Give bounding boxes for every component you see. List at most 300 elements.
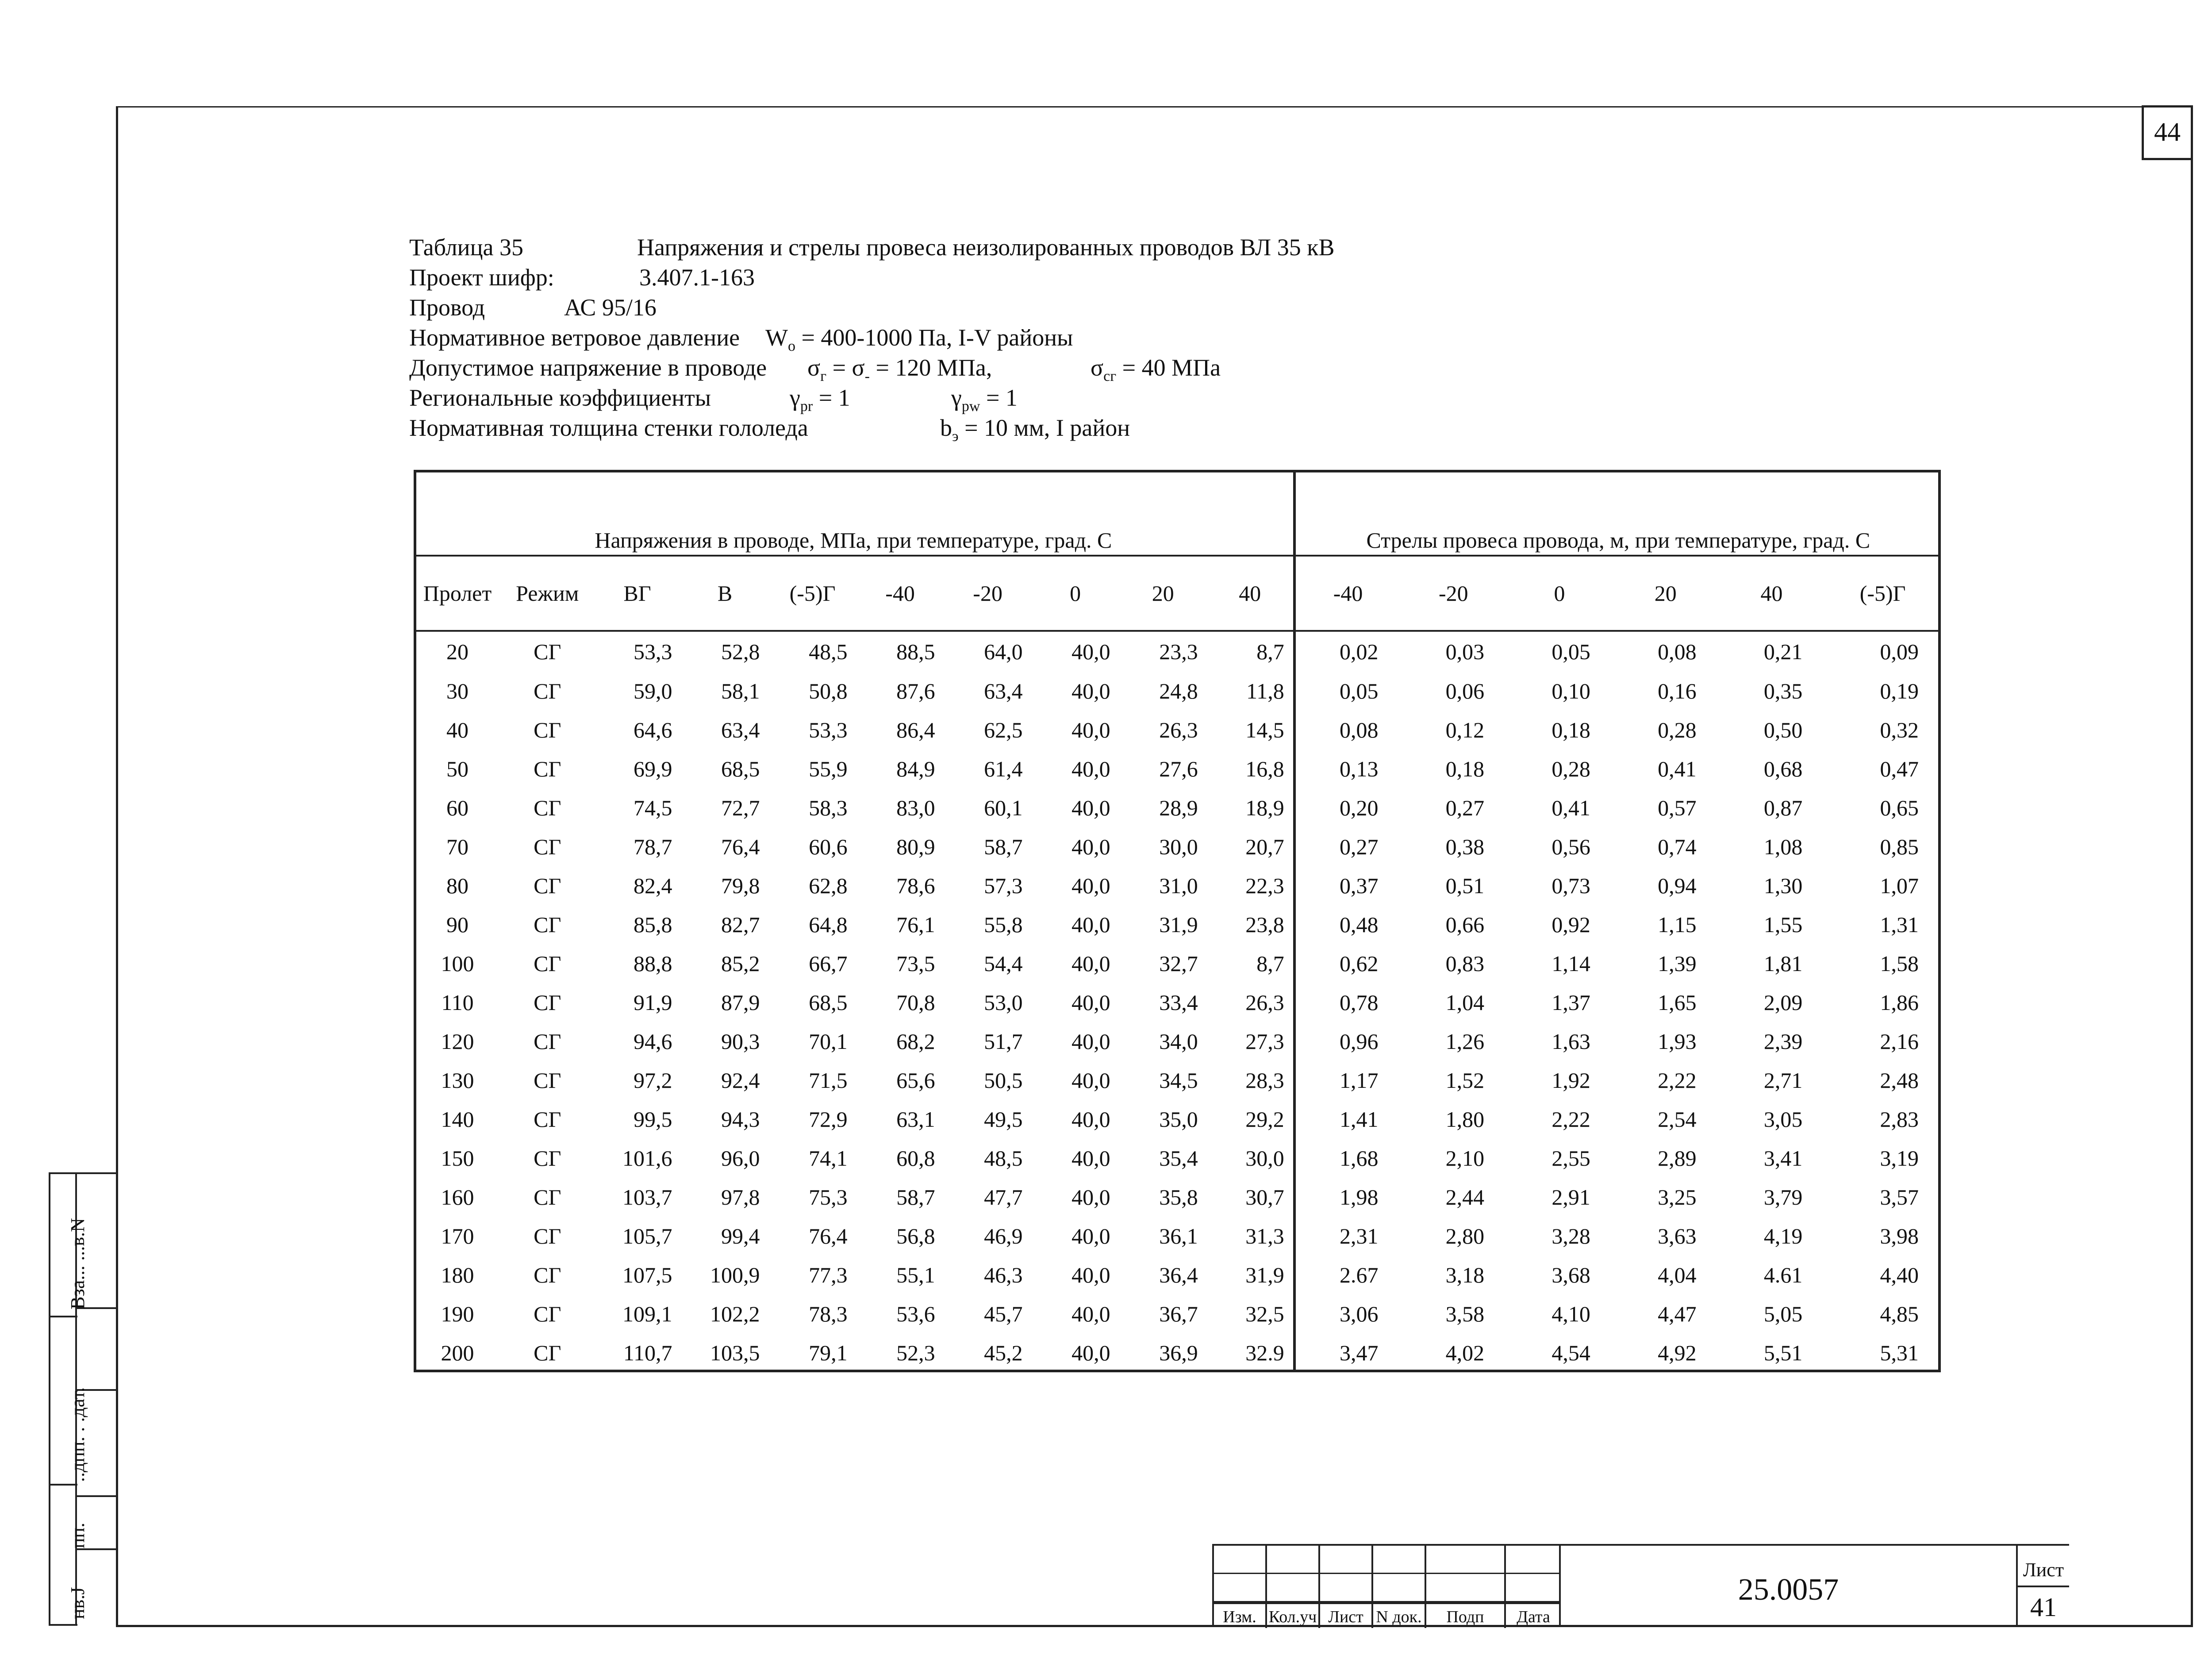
table-cell: 63,4 — [984, 678, 1023, 703]
table-cell: 0,20 — [1339, 795, 1379, 820]
table-cell: 1,30 — [1763, 873, 1803, 898]
table-cell: 85,8 — [634, 912, 672, 937]
table-cell: 79,1 — [809, 1340, 848, 1365]
table-cell: 1,04 — [1445, 990, 1485, 1015]
table-cell: 20,7 — [1207, 827, 1294, 866]
table-cell: 71,5 — [809, 1067, 848, 1093]
table-cell: 1,08 — [1763, 834, 1803, 859]
table-cell: СГ — [534, 1145, 561, 1171]
table-cell: 130 — [441, 1067, 474, 1093]
table-cell: 51,7 — [984, 1029, 1023, 1054]
table-cell: 4,10 — [1551, 1301, 1590, 1326]
table-cell: 40,0 — [1071, 1145, 1110, 1171]
table-cell: СГ — [534, 990, 561, 1015]
table-cell: 32,7 — [1159, 951, 1198, 976]
revision-cell — [1267, 1546, 1320, 1574]
table-cell: 0,13 — [1339, 756, 1379, 781]
table-cell: 79,8 — [721, 873, 760, 898]
table-cell: 0,94 — [1658, 873, 1697, 898]
table-cell: СГ — [534, 756, 561, 781]
table-cell: 0,66 — [1445, 912, 1485, 937]
table-cell: 103,5 — [710, 1340, 760, 1365]
table-cell: СГ — [534, 1340, 561, 1365]
table-cell: 91,9 — [634, 990, 672, 1015]
revision-cell — [1214, 1574, 1267, 1602]
table-cell: 85,2 — [721, 951, 760, 976]
table-row — [414, 1333, 1941, 1372]
table-title: Напряжения и стрелы провеса неизолированных проводов ВЛ 35 кВ — [637, 234, 1335, 261]
table-cell: 0,35 — [1763, 678, 1803, 703]
table-cell: 5,05 — [1763, 1301, 1803, 1326]
table-cell: 0,68 — [1763, 756, 1803, 781]
region-label: Региональные коэффициенты — [409, 384, 711, 411]
revision-cell — [1214, 1546, 1267, 1574]
region-coef-1: $\gamma_{pr} = 1$ — [790, 384, 850, 415]
column-header: 0 — [1032, 556, 1119, 631]
region-coef-2: $\gamma_{pw} = 1$ — [951, 384, 1018, 415]
table-cell: 1,37 — [1551, 990, 1590, 1015]
table-cell: 2,44 — [1445, 1184, 1485, 1209]
table-cell: 35,0 — [1159, 1106, 1198, 1132]
table-cell: 50,8 — [809, 678, 848, 703]
table-cell: 50,5 — [984, 1067, 1023, 1093]
table-cell: 34,0 — [1159, 1029, 1198, 1054]
table-cell: 70,8 — [896, 990, 935, 1015]
table-cell: 2,55 — [1551, 1145, 1590, 1171]
table-cell: 1,92 — [1551, 1067, 1590, 1093]
wind-label: Нормативное ветровое давление — [409, 324, 740, 351]
table-cell: 82,7 — [721, 912, 760, 937]
revision-cell — [1320, 1574, 1373, 1602]
table-row — [414, 788, 1941, 827]
table-cell: 0,10 — [1551, 678, 1590, 703]
column-header: В — [681, 556, 769, 631]
table-cell: 55,1 — [896, 1262, 935, 1287]
table-cell: 24,8 — [1159, 678, 1198, 703]
table-cell: 1,98 — [1339, 1184, 1379, 1209]
table-cell: 26,3 — [1207, 983, 1294, 1022]
column-header: 0 — [1506, 556, 1613, 631]
table-cell: 1,93 — [1658, 1029, 1697, 1054]
table-cell: 62,5 — [984, 717, 1023, 742]
table-cell: 2,89 — [1658, 1145, 1697, 1171]
table-cell: 48,5 — [984, 1145, 1023, 1171]
table-cell: 40,0 — [1071, 990, 1110, 1015]
table-row — [414, 866, 1941, 905]
table-cell: 40,0 — [1071, 1106, 1110, 1132]
column-header: Пролет — [414, 556, 501, 631]
table-cell: 27,6 — [1159, 756, 1198, 781]
table-cell: 53,6 — [896, 1301, 935, 1326]
table-cell: 99,4 — [721, 1223, 760, 1248]
table-row — [414, 631, 1941, 672]
revision-cell — [1426, 1546, 1506, 1574]
table-cell: 0,16 — [1658, 678, 1697, 703]
table-cell: 40,0 — [1071, 912, 1110, 937]
table-cell: 76,4 — [721, 834, 760, 859]
table-cell: 70,1 — [809, 1029, 848, 1054]
table-cell: 34,5 — [1159, 1067, 1198, 1093]
table-cell: 36,9 — [1159, 1340, 1198, 1365]
table-cell: 0,78 — [1339, 990, 1379, 1015]
table-cell: 31,0 — [1159, 873, 1198, 898]
table-cell: 45,7 — [984, 1301, 1023, 1326]
table-cell: 0,62 — [1339, 951, 1379, 976]
table-cell: 3,06 — [1339, 1301, 1379, 1326]
table-cell: 170 — [441, 1223, 474, 1248]
wire-value: АС 95/16 — [564, 294, 657, 321]
table-cell: 4,40 — [1880, 1262, 1919, 1287]
table-cell: СГ — [534, 1301, 561, 1326]
table-cell: 3,79 — [1763, 1184, 1803, 1209]
table-cell: 23,8 — [1207, 905, 1294, 944]
table-cell: 3,58 — [1445, 1301, 1485, 1326]
table-cell: СГ — [534, 1262, 561, 1287]
table-cell: 64,6 — [634, 717, 672, 742]
table-cell: 14,5 — [1207, 710, 1294, 749]
table-cell: 0,21 — [1763, 639, 1803, 664]
table-cell: 74,1 — [809, 1145, 848, 1171]
table-cell: СГ — [534, 1106, 561, 1132]
table-cell: СГ — [534, 951, 561, 976]
table-cell: 40,0 — [1071, 834, 1110, 859]
table-cell: 69,9 — [634, 756, 672, 781]
table-cell: 0,48 — [1339, 912, 1379, 937]
table-cell: 64,0 — [984, 639, 1023, 664]
table-cell: 53,0 — [984, 990, 1023, 1015]
table-cell: 3,47 — [1339, 1340, 1379, 1365]
table-cell: 8,7 — [1207, 631, 1294, 672]
table-cell: 4,92 — [1658, 1340, 1697, 1365]
table-cell: 30,7 — [1207, 1178, 1294, 1217]
table-cell: СГ — [534, 795, 561, 820]
table-cell: СГ — [534, 834, 561, 859]
table-cell: 66,7 — [809, 951, 848, 976]
table-cell: 4,47 — [1658, 1301, 1697, 1326]
revision-cell — [1506, 1574, 1561, 1602]
table-cell: 1,86 — [1880, 990, 1919, 1015]
table-cell: 78,6 — [896, 873, 935, 898]
stress-value: $\sigma_г = \sigma_- = 120$ МПа, — [807, 354, 992, 384]
table-cell: 59,0 — [634, 678, 672, 703]
table-cell: 40,0 — [1071, 1340, 1110, 1365]
stress2-value: $\sigma_{сг} = 40$ МПа — [1091, 354, 1221, 384]
table-cell: 60,6 — [809, 834, 848, 859]
column-header: (-5)Г — [769, 556, 856, 631]
table-cell: 40,0 — [1071, 951, 1110, 976]
table-cell: 40,0 — [1071, 1301, 1110, 1326]
column-header: -40 — [856, 556, 944, 631]
table-cell: 28,9 — [1159, 795, 1198, 820]
table-cell: 0,47 — [1880, 756, 1919, 781]
table-cell: 0,03 — [1445, 639, 1485, 664]
table-cell: 1,17 — [1339, 1067, 1379, 1093]
table-cell: 32,5 — [1207, 1294, 1294, 1333]
table-cell: 2,54 — [1658, 1106, 1697, 1132]
strip-label-2: ..дпп. . .дат. — [67, 1387, 88, 1482]
table-cell: 82,4 — [634, 873, 672, 898]
table-row — [414, 1022, 1941, 1061]
table-cell: 75,3 — [809, 1184, 848, 1209]
column-header: 40 — [1719, 556, 1825, 631]
table-cell: 83,0 — [896, 795, 935, 820]
table-label: Таблица 35 — [409, 234, 523, 261]
table-cell: 102,2 — [710, 1301, 760, 1326]
revision-grid — [1212, 1544, 1559, 1627]
table-cell: 18,9 — [1207, 788, 1294, 827]
table-cell: СГ — [534, 1184, 561, 1209]
sheet-number-top: 44 — [2142, 105, 2193, 160]
table-cell: 0,08 — [1658, 639, 1697, 664]
table-row — [414, 905, 1941, 944]
table-row — [414, 1256, 1941, 1294]
table-cell: 100,9 — [710, 1262, 760, 1287]
table-cell: СГ — [534, 873, 561, 898]
revision-label: Кол.уч — [1267, 1602, 1320, 1628]
table-cell: 1,15 — [1658, 912, 1697, 937]
table-cell: 0,05 — [1339, 678, 1379, 703]
sheet-label: Лист — [2018, 1546, 2069, 1587]
table-cell: 100 — [441, 951, 474, 976]
table-cell: 40,0 — [1071, 795, 1110, 820]
table-row — [414, 749, 1941, 788]
table-cell: 77,3 — [809, 1262, 848, 1287]
table-cell: 0,83 — [1445, 951, 1485, 976]
table-cell: 63,4 — [721, 717, 760, 742]
table-cell: 0,09 — [1880, 639, 1919, 664]
table-cell: 0,08 — [1339, 717, 1379, 742]
revision-cell — [1267, 1574, 1320, 1602]
revision-label: Дата — [1506, 1602, 1561, 1628]
table-cell: 23,3 — [1159, 639, 1198, 664]
table-cell: 20 — [446, 639, 469, 664]
table-cell: 1,80 — [1445, 1106, 1485, 1132]
table-cell: 1,41 — [1339, 1106, 1379, 1132]
table-cell: 36,7 — [1159, 1301, 1198, 1326]
table-cell: 120 — [441, 1029, 474, 1054]
strip-label-4: нв.J — [67, 1587, 88, 1619]
revision-cell — [1320, 1546, 1373, 1574]
table-cell: 22,3 — [1207, 866, 1294, 905]
table-cell: 92,4 — [721, 1067, 760, 1093]
table-cell: 0,37 — [1339, 873, 1379, 898]
revision-label: Подп — [1426, 1602, 1506, 1628]
table-cell: 58,7 — [984, 834, 1023, 859]
table-cell: 110,7 — [623, 1340, 672, 1365]
table-row — [414, 827, 1941, 866]
table-cell: 57,3 — [984, 873, 1023, 898]
revision-label: Изм. — [1214, 1602, 1267, 1628]
table-cell: 55,9 — [809, 756, 848, 781]
table-cell: 72,7 — [721, 795, 760, 820]
table-cell: 0,27 — [1445, 795, 1485, 820]
table-cell: 0,74 — [1658, 834, 1697, 859]
table-cell: 33,4 — [1159, 990, 1198, 1015]
table-cell: 30,0 — [1207, 1139, 1294, 1178]
table-cell: 63,1 — [896, 1106, 935, 1132]
table-cell: 1,65 — [1658, 990, 1697, 1015]
stress-sag-table — [414, 470, 1941, 1372]
table-cell: 52,8 — [721, 639, 760, 664]
table-cell: 30 — [446, 678, 469, 703]
table-cell: 72,9 — [809, 1106, 848, 1132]
document-code: 25.0057 — [1559, 1544, 2016, 1627]
table-cell: 1,31 — [1880, 912, 1919, 937]
ice-label: Нормативная толщина стенки гололеда — [409, 415, 808, 441]
table-cell: 2,91 — [1551, 1184, 1590, 1209]
revision-cell — [1373, 1574, 1426, 1602]
table-cell: 76,4 — [809, 1223, 848, 1248]
table-cell: 0,05 — [1551, 639, 1590, 664]
table-row — [414, 1061, 1941, 1100]
table-cell: 2.67 — [1339, 1262, 1379, 1287]
table-cell: 27,3 — [1207, 1022, 1294, 1061]
table-cell: 3,05 — [1763, 1106, 1803, 1132]
table-cell: 0,50 — [1763, 717, 1803, 742]
table-cell: 40,0 — [1071, 1262, 1110, 1287]
table-cell: 78,7 — [634, 834, 672, 859]
table-cell: 31,9 — [1207, 1256, 1294, 1294]
table-cell: 40,0 — [1071, 1067, 1110, 1093]
table-cell: 80 — [446, 873, 469, 898]
table-cell: 190 — [441, 1301, 474, 1326]
table-cell: 2,22 — [1658, 1067, 1697, 1093]
table-row — [414, 1217, 1941, 1256]
stress-label: Допустимое напряжение в проводе — [409, 354, 767, 381]
table-cell: СГ — [534, 1029, 561, 1054]
wind-value: $W_o = 400-1000$ Па, I-V районы — [765, 324, 1073, 354]
table-cell: 50 — [446, 756, 469, 781]
table-cell: 0,87 — [1763, 795, 1803, 820]
table-cell: 11,8 — [1207, 672, 1294, 710]
table-cell: 0,73 — [1551, 873, 1590, 898]
table-cell: 40,0 — [1071, 1029, 1110, 1054]
table-cell: 0,28 — [1551, 756, 1590, 781]
table-cell: 68,2 — [896, 1029, 935, 1054]
table-cell: 1,63 — [1551, 1029, 1590, 1054]
column-header: 20 — [1613, 556, 1719, 631]
table-cell: 97,8 — [721, 1184, 760, 1209]
table-cell: 0,18 — [1445, 756, 1485, 781]
table-cell: 103,7 — [622, 1184, 672, 1209]
table-cell: 32.9 — [1207, 1333, 1294, 1372]
table-cell: 5,51 — [1763, 1340, 1803, 1365]
table-cell: 3,25 — [1658, 1184, 1697, 1209]
table-cell: 1,81 — [1763, 951, 1803, 976]
table-cell: 74,5 — [634, 795, 672, 820]
table-cell: 4,02 — [1445, 1340, 1485, 1365]
table-cell: 54,4 — [984, 951, 1023, 976]
title-block — [1212, 1544, 2193, 1627]
table-cell: 97,2 — [634, 1067, 672, 1093]
table-cell: 55,8 — [984, 912, 1023, 937]
table-cell: 0,57 — [1658, 795, 1697, 820]
table-cell: 86,4 — [896, 717, 935, 742]
table-cell: 3,19 — [1880, 1145, 1919, 1171]
table-cell: СГ — [534, 717, 561, 742]
table-cell: 3,98 — [1880, 1223, 1919, 1248]
table-cell: 53,3 — [809, 717, 848, 742]
table-cell: 101,6 — [622, 1145, 672, 1171]
table-cell: 200 — [441, 1340, 474, 1365]
table-cell: 2,16 — [1880, 1029, 1919, 1054]
table-cell: 1,26 — [1445, 1029, 1485, 1054]
table-cell: 0,02 — [1339, 639, 1379, 664]
table-cell: 3,41 — [1763, 1145, 1803, 1171]
sheet-number: 41 — [2030, 1593, 2057, 1622]
table-cell: 60,1 — [984, 795, 1023, 820]
table-cell: 94,3 — [721, 1106, 760, 1132]
table-cell: 78,3 — [809, 1301, 848, 1326]
table-cell: 16,8 — [1207, 749, 1294, 788]
table-cell: 61,4 — [984, 756, 1023, 781]
table-cell: 1,39 — [1658, 951, 1697, 976]
table-cell: 87,6 — [896, 678, 935, 703]
table-cell: СГ — [534, 639, 561, 664]
table-cell: 0,38 — [1445, 834, 1485, 859]
table-cell: 1,52 — [1445, 1067, 1485, 1093]
table-row — [414, 710, 1941, 749]
table-cell: 36,1 — [1159, 1223, 1198, 1248]
table-cell: 110 — [441, 990, 474, 1015]
table-cell: 36,4 — [1159, 1262, 1198, 1287]
table-cell: СГ — [534, 678, 561, 703]
table-cell: СГ — [534, 1223, 561, 1248]
table-cell: 87,9 — [721, 990, 760, 1015]
column-header-row — [414, 556, 1941, 631]
wire-label: Провод — [409, 294, 485, 321]
revision-cell — [1373, 1546, 1426, 1574]
table-cell: 0,18 — [1551, 717, 1590, 742]
table-cell: 64,8 — [809, 912, 848, 937]
table-cell: 0,92 — [1551, 912, 1590, 937]
table-cell: 52,3 — [896, 1340, 935, 1365]
column-header: -40 — [1294, 556, 1401, 631]
table-cell: 0,19 — [1880, 678, 1919, 703]
column-header: 20 — [1119, 556, 1207, 631]
table-cell: 65,6 — [896, 1067, 935, 1093]
table-cell: 4,85 — [1880, 1301, 1919, 1326]
table-cell: 40,0 — [1071, 717, 1110, 742]
table-row — [414, 1139, 1941, 1178]
table-cell: 0,32 — [1880, 717, 1919, 742]
table-cell: 53,3 — [634, 639, 672, 664]
table-cell: 0,96 — [1339, 1029, 1379, 1054]
table-cell: 60,8 — [896, 1145, 935, 1171]
table-cell: 40,0 — [1071, 678, 1110, 703]
table-cell: 2,10 — [1445, 1145, 1485, 1171]
table-cell: 2,71 — [1763, 1067, 1803, 1093]
table-row — [414, 1100, 1941, 1139]
ice-value: $b_э = 10$ мм, I район — [940, 415, 1130, 445]
table-cell: 3,63 — [1658, 1223, 1697, 1248]
table-cell: 1,68 — [1339, 1145, 1379, 1171]
table-row — [414, 1294, 1941, 1333]
column-header: ВГ — [593, 556, 681, 631]
column-header: Режим — [501, 556, 593, 631]
table-cell: 28,3 — [1207, 1061, 1294, 1100]
table-cell: 180 — [441, 1262, 474, 1287]
table-cell: 48,5 — [809, 639, 848, 664]
table-row — [414, 672, 1941, 710]
table-cell: 105,7 — [622, 1223, 672, 1248]
table-cell: 4,04 — [1658, 1262, 1697, 1287]
table-cell: 68,5 — [809, 990, 848, 1015]
table-cell: 3,57 — [1880, 1184, 1919, 1209]
table-cell: 56,8 — [896, 1223, 935, 1248]
project-label: Проект шифр: — [409, 264, 554, 291]
table-cell: 3,28 — [1551, 1223, 1590, 1248]
